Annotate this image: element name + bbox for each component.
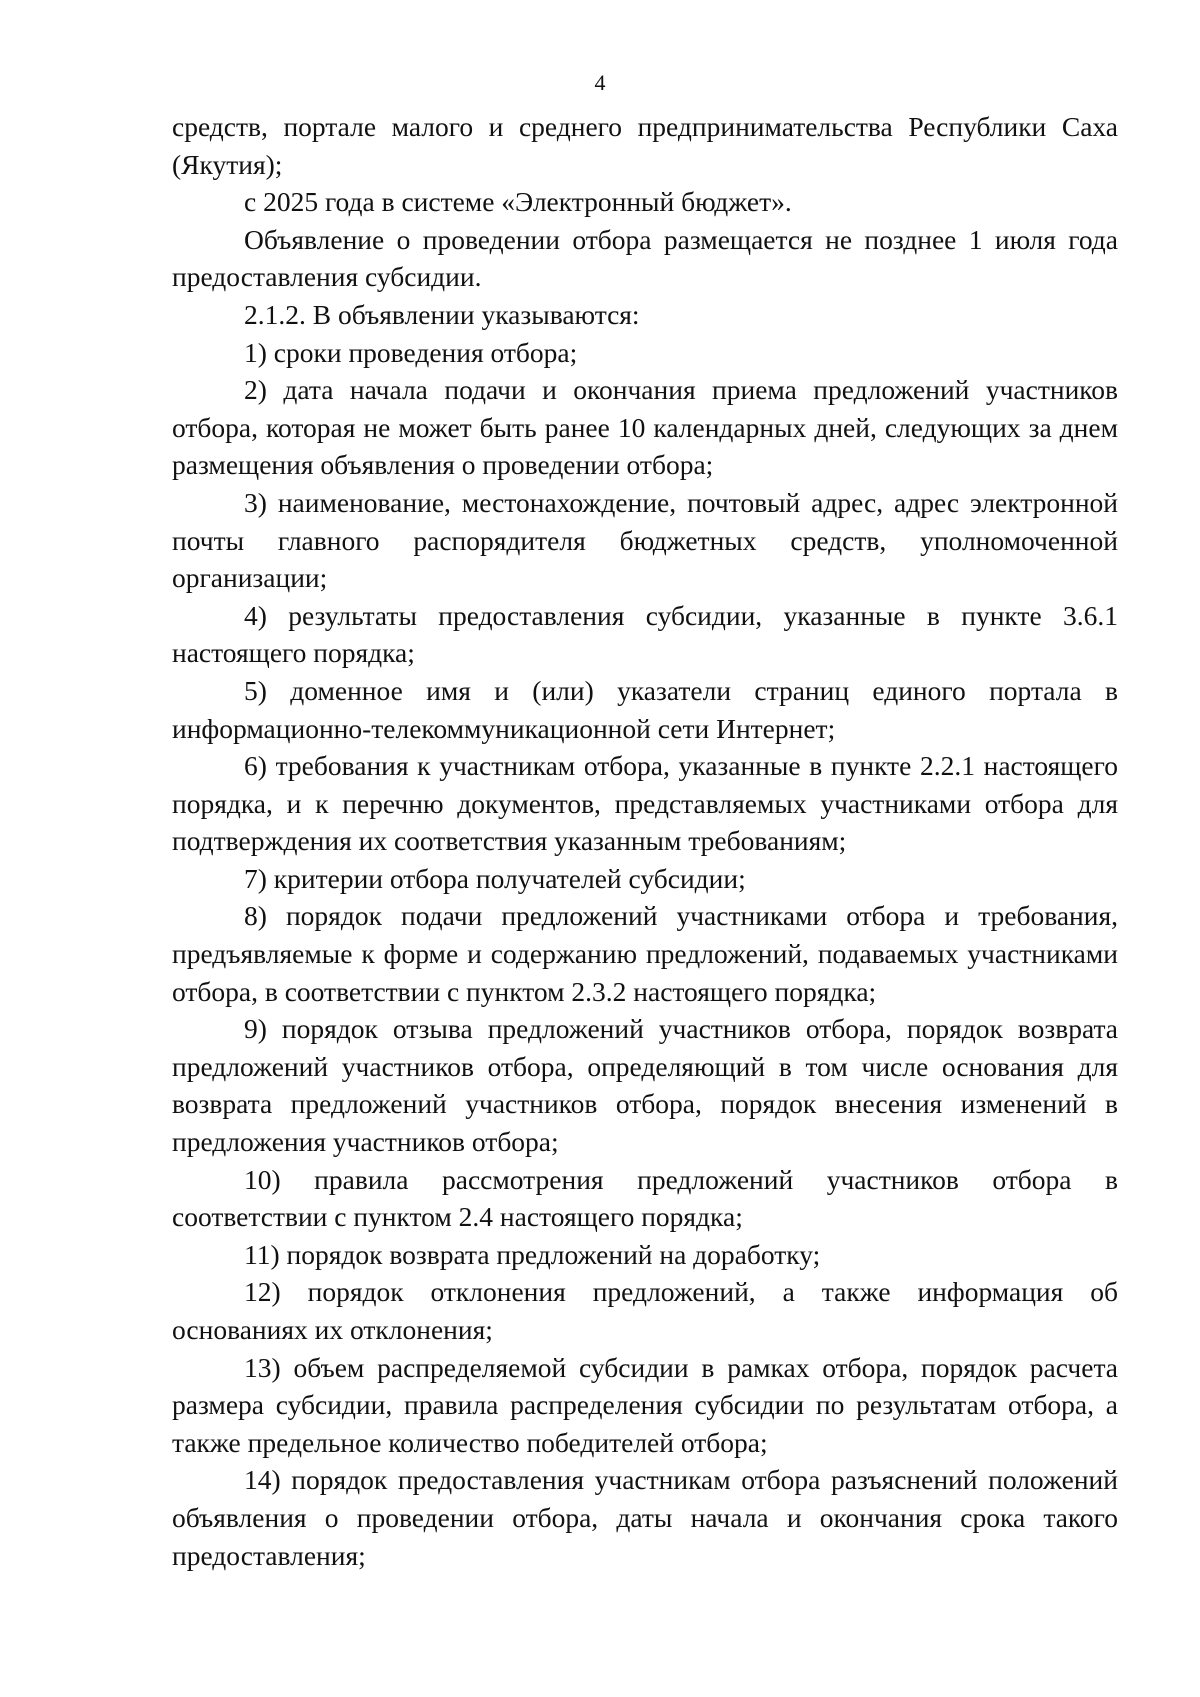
list-item-7: 7) критерии отбора получателей субсидии; [244,862,746,894]
page-number: 4 [594,70,606,95]
list-item-11: 11) порядок возврата предложений на доработку; [244,1238,821,1270]
list-item-12: 12) порядок отклонения предложений, а также информация об основаниях их отклонения; [172,1276,1118,1345]
paragraph-electronic-budget: с 2025 года в системе «Электронный бюджет». [244,186,792,218]
list-item-14: 14) порядок предоставления участникам отбора разъяснений положений объявления о проведении отбора, даты начала и окончания срока такого предоставления; [172,1464,1118,1571]
list-item-2: 2) дата начала подачи и окончания приема предложений участников отбора, которая не может быть ранее 10 календарных дней, следующих за днем размещения объявления о проведении отбора; [172,374,1118,481]
list-item-3: 3) наименование, местонахождение, почтовый адрес, адрес электронной почты главного распорядителя бюджетных средств, уполномоченной организации; [172,486,1118,594]
list-item-6: 6) требования к участникам отбора, указанные в пункте 2.2.1 настоящего порядка, и к перечню документов, представляемых участниками отбора для подтверждения их соответствия указанным требованиям; [172,750,1118,857]
paragraph-section-2-1-2: 2.1.2. В объявлении указываются: [244,298,640,330]
list-item-5: 5) доменное имя и (или) указатели страниц единого портала в информационно-телекоммуникационной сети Интернет; [172,674,1118,744]
list-item-8: 8) порядок подачи предложений участниками отбора и требования, предъявляемые к форме и содержанию предложений, подаваемых участниками отбора, в соответствии с пунктом 2.3.2 настоящего порядка; [172,900,1118,1007]
list-item-1: 1) сроки проведения отбора; [244,336,578,368]
list-item-13: 13) объем распределяемой субсидии в рамках отбора, порядок расчета размера субсидии, правила распределения субсидии по результатам отбора, а также предельное количество победителей отбора; [172,1351,1118,1458]
list-item-10: 10) правила рассмотрения предложений участников отбора в соответствии с пунктом 2.4 настоящего порядка; [172,1163,1118,1233]
paragraph-announcement-deadline: Объявление о проведении отбора размещается не позднее 1 июля года предоставления субсидии. [172,223,1118,293]
list-item-4: 4) результаты предоставления субсидии, указанные в пункте 3.6.1 настоящего порядка; [172,599,1118,669]
paragraph-continuation: средств, портале малого и среднего предпринимательства Республики Саха (Якутия); [172,111,1118,180]
document-body [172,108,1118,1574]
list-item-9: 9) порядок отзыва предложений участников отбора, порядок возврата предложений участников отбора, определяющий в том числе основания для возврата предложений участников отбора, порядок внесения изменений в предложения участников отбора; [172,1013,1118,1158]
